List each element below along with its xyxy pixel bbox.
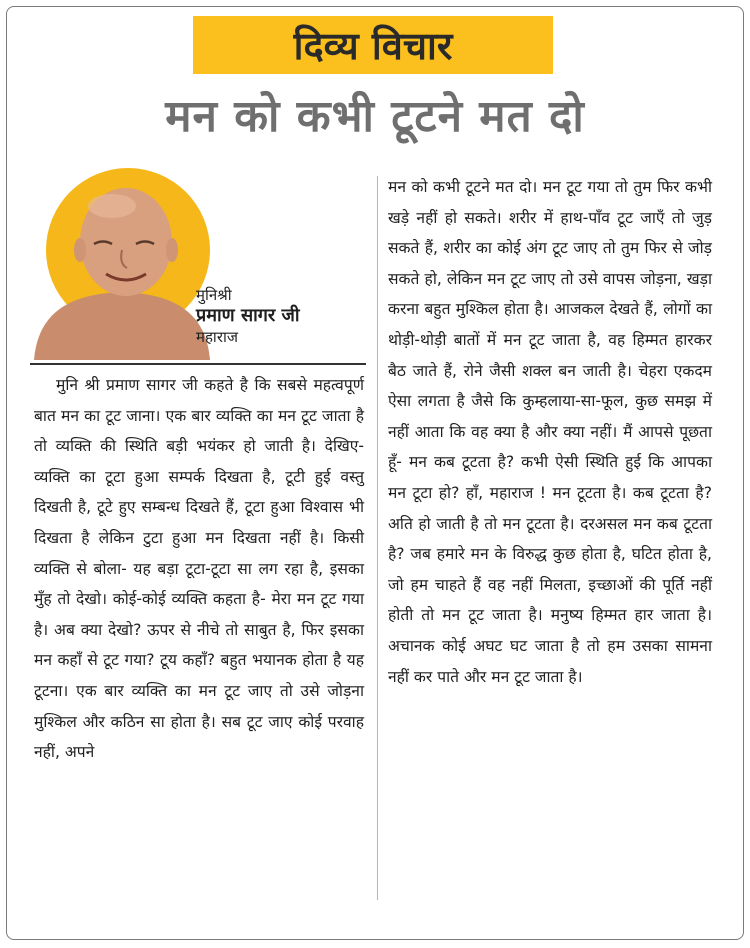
author-name: प्रमाण सागर जी	[196, 305, 300, 326]
section-title: दिव्य विचार	[293, 24, 453, 68]
author-suffix: महाराज	[196, 328, 238, 346]
article-text-left-column: मुनि श्री प्रमाण सागर जी कहते है कि सबसे महत्वपूर्ण बात मन का टूट जाना। एक बार व्यक्ति का मन टूट जाता है तो व्यक्ति की स्थिति बड़ी भयंकर हो जाती है। देखिए- व्यक्ति का टूटा हुआ सम्पर्क दिखता है, टूटी हुई वस्तु दिखती है, टूटे हुए सम्बन्ध दिखते हैं, टूटा हुआ विश्वास भी दिखता है लेकिन टुटा हुआ मन दिखता नहीं है। किसी व्यक्ति से बोला- यह बड़ा टूटा-टूटा सा लग रहा है, इसका मुँह तो देखो। कोई-कोई व्यक्ति कहता है- मेरा मन टूट गया है। अब क्या देखो? ऊपर से नीचे तो साबुत है, फिर इसका मन कहाँ से टूट गया? टूय कहाँ? बहुत भयानक होता है यह टूटना। एक बार व्यक्ति का मन टूट जाए तो उसे जोड़ना मुश्किल और कठिन सा होता है। सब टूट जाए कोई परवाह नहीं, अपने	[34, 376, 364, 762]
author-portrait	[30, 162, 210, 360]
author-title: मुनिश्री	[196, 286, 232, 304]
headline: मन को कभी टूटने मत दो	[165, 91, 585, 142]
author-byline	[196, 286, 300, 346]
column-divider	[377, 176, 378, 900]
article-text-right-column: मन को कभी टूटने मत दो। मन टूट गया तो तुम फिर कभी खड़े नहीं हो सकते। शरीर में हाथ-पाँव टूट जाएँ तो जुड़ सकते हैं, शरीर का कोई अंग टूट जाए तो तुम फिर से जोड़ सकते हो, लेकिन मन टूट जाए तो उसे वापस जोड़ना, खड़ा करना बहुत मुश्किल होता है। आजकल देखते हैं, लोगों का थोड़ी-थोड़ी बातों में मन टूट जाता है, वह हिम्मत हारकर बैठ जाते हैं, रोने जैसी शक्ल बन जाती है। चेहरा एकदम ऐसा लगता है जैसे कि कुम्हलाया-सा-फूल, कुछ समझ में नहीं आता कि वह क्या है और क्या नहीं। मैं आपसे पूछता हूँ- मन कब टूटता है? कभी ऐसी स्थिति हुई कि आपका मन टूटा हो? हाँ, महाराज ! मन टूटता है। कब टूटता है? अति हो जाती है तो मन टूटता है। दरअसल मन कब टूटता है? जब हमारे मन के विरुद्ध कुछ होता है, घटित होता है, जो हम चाहते हैं वह नहीं मिलता, इच्छाओं की पूर्ति नहीं होती तो मन टूट जाता है। मनुष्य हिम्मत हार जाता है। अचानक कोई अघट घट जाता है तो हम उसका सामना नहीं कर पाते और मन टूट जाता है।	[388, 178, 712, 686]
byline-rule	[30, 363, 366, 365]
section-banner	[193, 16, 553, 74]
